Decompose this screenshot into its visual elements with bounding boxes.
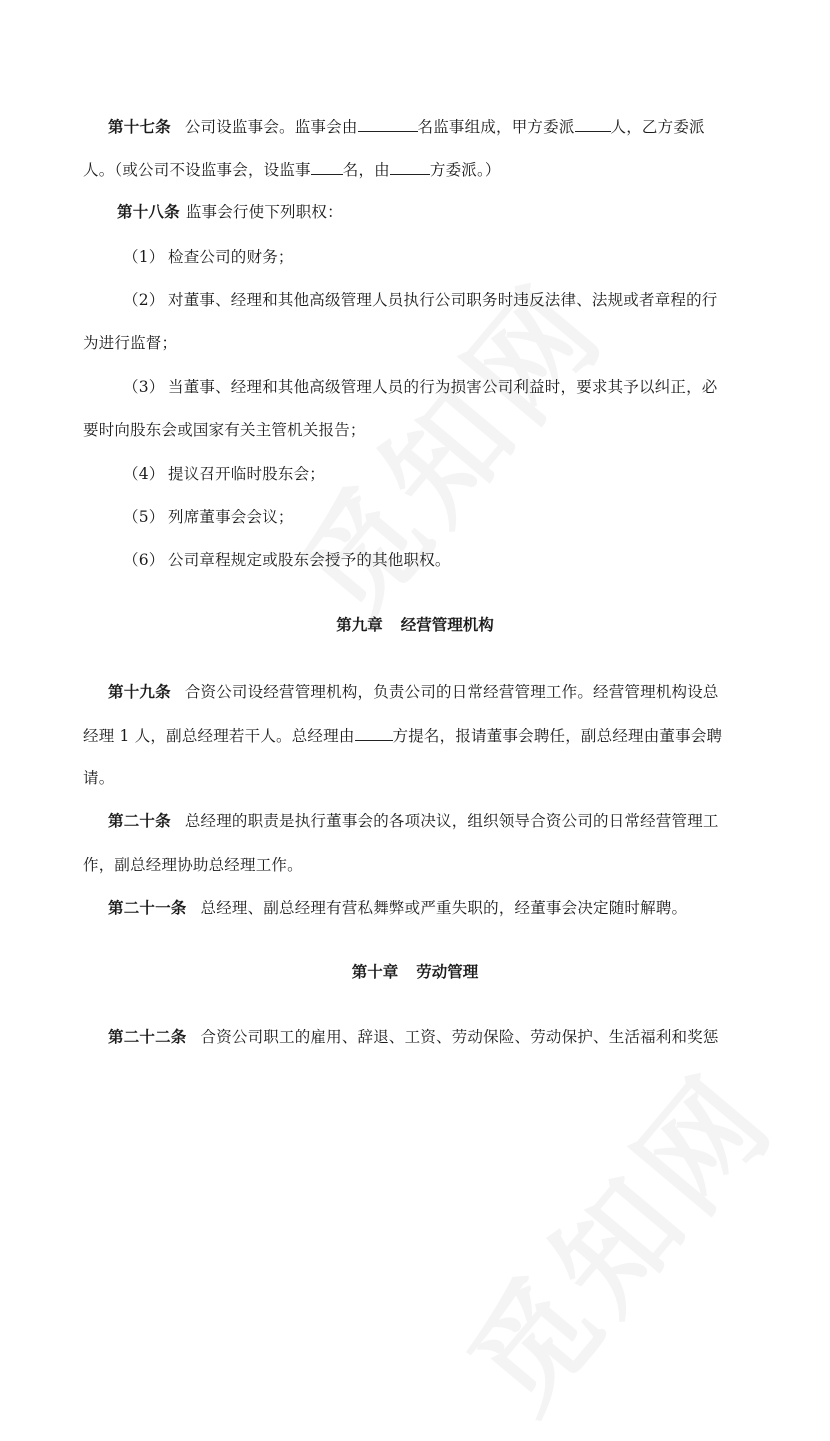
article-19-label: 第十九条 [108,682,171,701]
power-item-4 [123,464,798,484]
power-item-6 [123,550,798,570]
article-text: 请。 [83,769,115,787]
article-text: 公司设监事会。监事会由 [184,118,358,136]
item-number: （6） [123,551,165,569]
chapter-10-heading [0,962,830,982]
item-text: 为进行监督； [83,334,178,352]
item-text: 检查公司的财务； [168,248,294,266]
chapter-number: 第九章 [336,615,383,634]
item-number: （3） [123,378,165,396]
article-19-line-3 [83,768,758,788]
blank-field [390,159,430,175]
article-text: 合资公司设经营管理机构，负责公司的日常经营管理工作。经营管理机构设总 [184,683,719,701]
blank-field [358,116,418,132]
article-text: 作，副总经理协助总经理工作。 [83,856,303,874]
power-item-1 [123,247,798,267]
chapter-number: 第十章 [351,962,399,981]
item-text: 要时向股东会或国家有关主管机关报告； [83,421,366,439]
article-19-line-2 [83,725,758,746]
blank-field [575,116,611,132]
article-text: 人，乙方委派 [610,118,705,136]
item-text: 对董事、经理和其他高级管理人员执行公司职务时违反法律、法规或者章程的行 [168,291,718,309]
blank-field [355,725,393,741]
article-text: 经理 1 人，副总经理若干人。总经理由 [83,727,355,745]
watermark [424,1031,806,1440]
chapter-title: 劳动管理 [416,962,479,981]
power-item-2 [123,290,798,310]
item-number: （5） [123,508,165,526]
article-20-line-2 [83,855,758,875]
blank-field [311,159,343,175]
item-text: 公司章程规定或股东会授予的其他职权。 [168,551,451,569]
power-item-3-cont [83,420,758,440]
article-22-label: 第二十二条 [108,1027,187,1046]
article-text: 总经理、副总经理有营私舞弊或严重失职的，经董事会决定随时解聘。 [200,899,688,917]
article-20-label: 第二十条 [108,811,171,830]
power-item-2-cont [83,333,758,353]
item-text: 提议召开临时股东会； [168,465,326,483]
article-text: 监事会行使下列职权： [185,203,343,221]
article-text: 方委派。） [429,161,501,179]
article-17-label: 第十七条 [108,117,171,136]
article-text: 名监事组成，甲方委派 [417,118,575,136]
article-18 [117,202,792,222]
article-17-line-1 [108,116,758,137]
article-17-line-2 [83,159,758,180]
article-19-line-1 [108,682,758,702]
item-text: 列席董事会会议； [168,508,294,526]
article-text: 方提名，报请董事会聘任，副总经理由董事会聘 [392,727,723,745]
article-18-label: 第十八条 [117,202,180,221]
item-number: （4） [123,465,165,483]
article-text: 总经理的职责是执行董事会的各项决议，组织领导合资公司的日常经营管理工 [184,812,719,830]
article-21-label: 第二十一条 [108,898,187,917]
article-22-line-1 [108,1027,758,1047]
item-number: （1） [123,248,165,266]
article-20-line-1 [108,811,758,831]
power-item-5 [123,507,798,527]
article-text: 人。（或公司不设监事会，设监事 [83,161,311,179]
article-text: 名，由 [342,161,390,179]
article-text: 合资公司职工的雇用、辞退、工资、劳动保险、劳动保护、生活福利和奖惩 [200,1028,719,1046]
item-text: 当董事、经理和其他高级管理人员的行为损害公司利益时，要求其予以纠正，必 [168,378,718,396]
article-21 [108,898,758,918]
chapter-9-heading [0,615,830,635]
item-number: （2） [123,291,165,309]
power-item-3 [123,377,798,397]
chapter-title: 经营管理机构 [400,615,494,634]
